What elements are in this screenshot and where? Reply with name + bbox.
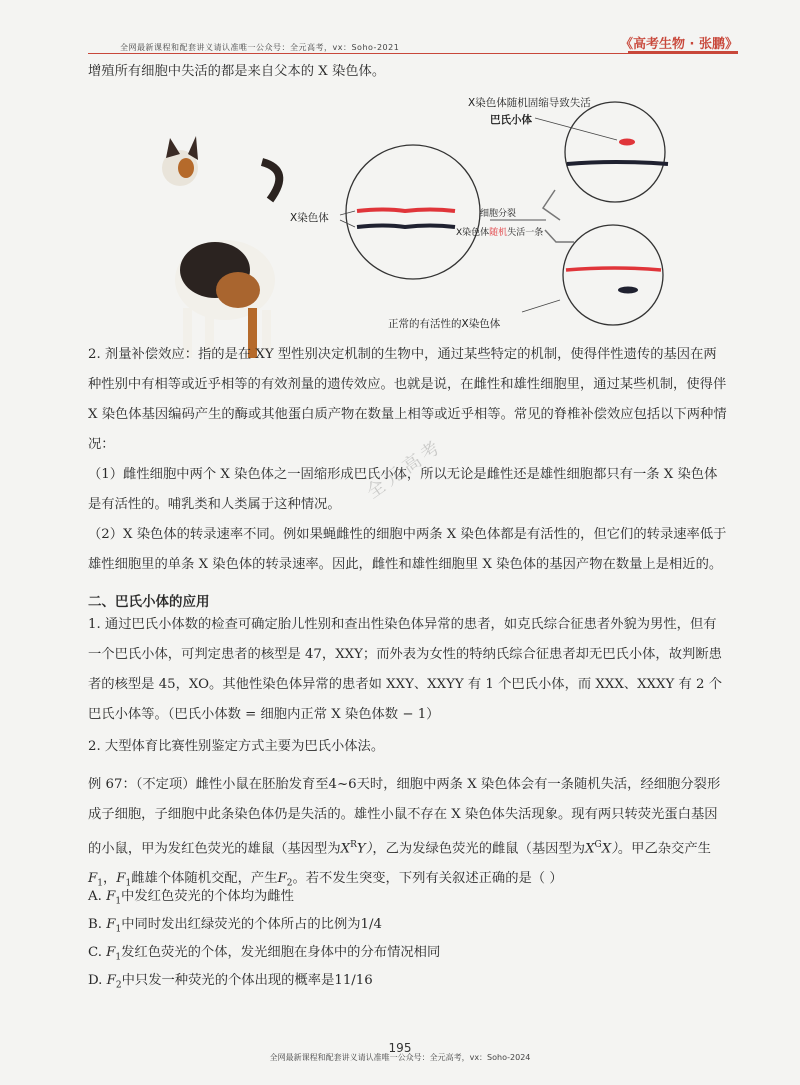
header-rule xyxy=(88,53,738,54)
option-c[interactable]: C. $F_1$发红色荧光的个体，发光细胞在身体中的分布情况相同 xyxy=(88,945,441,963)
section-heading: 二、巴氏小体的应用 xyxy=(88,594,210,610)
paragraph-dosage-compensation: 2. 剂量补偿效应：指的是在 XY 型性别决定机制的生物中，通过某些特定的机制，使得伴性遗传的基因在两种性别中有相等或近乎相等的有效剂量的遗传效应。也就是说，在雌性和雄性细胞里，通过某些机制，使得伴 X 染色体基因编码产生的酶或其他蛋白质产物在数量上相等或近乎相等。常见的脊椎补偿效应包括以下两种情况： xyxy=(88,347,727,452)
fig-arrow-top: 细胞分裂 xyxy=(480,209,517,219)
parent-dark-x xyxy=(357,226,455,228)
page-number: 195 xyxy=(388,1041,412,1055)
intro-line: 增殖所有细胞中失活的都是来自父本的 X 染色体。 xyxy=(88,64,386,79)
option-d[interactable]: D. $F_2$中只发一种荧光的个体出现的概率是11/16 xyxy=(88,973,373,991)
fig-title-barr: 巴氏小体 xyxy=(490,114,532,126)
watermark-stamp: 全元高考 xyxy=(362,435,447,504)
daughter-cell-top xyxy=(565,102,665,202)
header-brand: 《高考生物 · 张鹏》 xyxy=(620,37,738,52)
footer-notice: 全网最新课程和配套讲义请认准唯一公众号：全元高考，vx：Soho-2024 xyxy=(269,1053,531,1062)
parent-red-x xyxy=(357,210,455,212)
calico-cat-image xyxy=(162,136,279,358)
paragraph-application-1: 1. 通过巴氏小体数的检查可确定胎儿性别和查出性染色体异常的患者，如克氏综合征患者外貌为男性，但有一个巴氏小体，可判定患者的核型是 47，XXY；而外表为女性的特纳氏综合征患者却无巴氏小体，故判断患者的核型是 45，XO。其他性染色体异常的患者如 XXY、XXYY 有 1 个巴氏小体，而 XXX、XXXY 有 2 个巴氏小体等。（巴氏小体数 = 细胞内正常 X 染色体数 − 1） xyxy=(88,617,722,722)
option-a[interactable]: A. $F_1$中发红色荧光的个体均为雌性 xyxy=(88,889,294,907)
fig-bottom-label: 正常的有活性的X染色体 xyxy=(388,318,501,330)
barr-body-dark xyxy=(618,287,638,294)
active-dark-x xyxy=(567,162,668,164)
fig-x-chromosome-label: X染色体 xyxy=(290,212,329,224)
paragraph-application-2: 2. 大型体育比赛性别鉴定方式主要为巴氏小体法。 xyxy=(88,739,385,754)
header-notice: 全网最新课程和配套讲义请认准唯一公众号：全元高考，vx：Soho-2021 xyxy=(120,43,400,52)
daughter-cell-bottom xyxy=(563,225,663,325)
example-question-stem: 例 67：（不定项）雌性小鼠在胚胎发育至4~6天时，细胞中两条 X 染色体会有一条随机失活，经细胞分裂形成子细胞，子细胞中此条染色体仍是失活的。雄性小鼠不存在 X 染色体失活现象。现有两只转荧光蛋白基因的小鼠，甲为发红色荧光的雄鼠（基因型为$X^RY$），乙为发绿色荧光的雌鼠（基因型为$X^GX$）。甲乙杂交产生$F_1$，$F_1$雌雄个体随机交配，产生$F_2$。若不发生突变，下列有关叙述正确的是（ ） xyxy=(88,777,721,890)
arrow-down xyxy=(545,230,574,242)
fig-arrow-bottom: X染色体随机失活一条 xyxy=(456,228,544,238)
barr-body-red xyxy=(619,139,635,146)
active-red-x xyxy=(566,268,661,270)
arrow-up xyxy=(543,190,560,220)
paragraph-case-2: （2）X 染色体的转录速率不同。例如果蝇雌性的细胞中两条 X 染色体都是有活性的，但它们的转录速率低于雄性细胞里的单条 X 染色体的转录速率。因此，雌性和雄性细胞里 X 染色体的基因产物在数量上是相近的。 xyxy=(88,527,727,572)
fig-title-line1: X染色体随机固缩导致失活 xyxy=(468,97,591,109)
option-b[interactable]: B. $F_1$中同时发出红绿荧光的个体所占的比例为1/4 xyxy=(88,917,382,935)
paragraph-case-1: （1）雌性细胞中两个 X 染色体之一固缩形成巴氏小体，所以无论是雌性还是雄性细胞都只有一条 X 染色体是有活性的。哺乳类和人类属于这种情况。 xyxy=(88,467,718,512)
